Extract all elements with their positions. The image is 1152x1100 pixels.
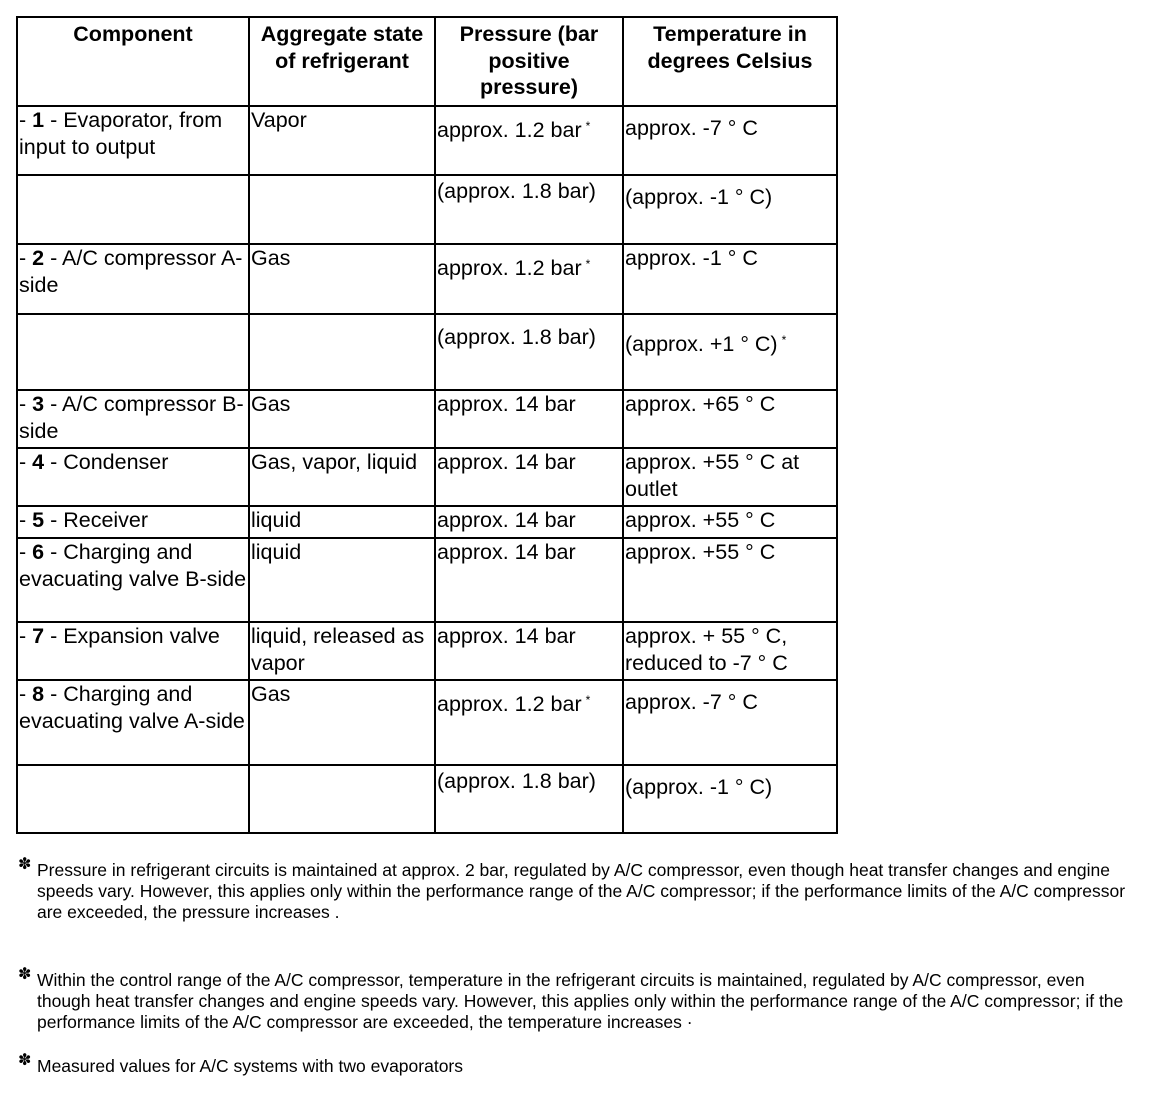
table-row: [17, 106, 837, 175]
component-cell: [17, 448, 249, 506]
temperature-cell: [623, 448, 837, 506]
aggregate-state-cell: Gas, vapor, liquid: [249, 448, 435, 506]
temperature-cell: [623, 390, 837, 448]
temperature-value: approx. -7 ° C: [625, 690, 758, 714]
footnote-pressure: [16, 856, 1126, 923]
component-cell: [17, 538, 249, 622]
footnote-reference: *: [585, 693, 591, 707]
component-name: - Receiver: [44, 508, 149, 532]
pressure-value: approx. 14 bar: [437, 624, 576, 648]
pressure-value: approx. 14 bar: [437, 450, 576, 474]
temperature-cell: [623, 106, 837, 175]
component-prefix: -: [19, 392, 33, 416]
footnote-temperature: [16, 966, 1126, 1033]
header-aggregate-state: Aggregate state of refrigerant: [249, 17, 435, 106]
table-row: [17, 448, 837, 506]
aggregate-state-cell: Gas: [249, 680, 435, 765]
component-prefix: -: [19, 246, 33, 270]
component-number: 5: [32, 508, 45, 532]
component-cell: [17, 175, 249, 244]
component-cell: [17, 680, 249, 765]
temperature-value: (approx. -1 ° C): [625, 185, 773, 209]
component-name: - Condenser: [44, 450, 169, 474]
component-name: - Charging and evacuating valve B-side: [19, 540, 247, 591]
component-cell: [17, 314, 249, 390]
component-number: 8: [32, 682, 45, 706]
footnote-text: Within the control range of the A/C compressor, temperature in the refrigerant circuits is maintained, regulated by A/C compressor, even though heat transfer changes and engine speeds vary. However, this applies only within the performance range of the A/C compressor; if the performance limits of the A/C compressor are exceeded, the temperature increases ·: [37, 970, 1124, 1032]
footnote-text: Pressure in refrigerant circuits is maintained at approx. 2 bar, regulated by A/C compressor, even though heat transfer changes and engine speeds vary. However, this applies only within the performance range of the A/C compressor; if the performance limits of the A/C compressor are exceeded, the pressure increases .: [37, 860, 1126, 922]
temperature-cell: [623, 506, 837, 538]
footnote-marker: ✽: [18, 1052, 32, 1069]
table-row: [17, 538, 837, 622]
pressure-value: approx. 1.2 bar: [437, 118, 582, 142]
pressure-value: (approx. 1.8 bar): [437, 325, 596, 349]
component-cell: [17, 244, 249, 314]
aggregate-state-cell: [249, 314, 435, 390]
pressure-cell: [435, 448, 623, 506]
pressure-cell: [435, 622, 623, 680]
aggregate-state-cell: liquid: [249, 506, 435, 538]
component-name: - A/C compressor B- side: [19, 392, 244, 443]
temperature-value: approx. + 55 ° C, reduced to -7 ° C: [625, 624, 788, 675]
table-header-row: [17, 17, 837, 106]
table-row: [17, 765, 837, 833]
aggregate-state-cell: [249, 765, 435, 833]
component-prefix: -: [19, 508, 33, 532]
component-cell: [17, 390, 249, 448]
header-pressure: Pressure (bar positive pressure): [435, 17, 623, 106]
table-row: [17, 680, 837, 765]
temperature-value: approx. -1 ° C: [625, 246, 758, 270]
aggregate-state-cell: [249, 175, 435, 244]
temperature-value: approx. +55 ° C: [625, 540, 776, 564]
temperature-value: approx. +55 ° C at outlet: [625, 450, 800, 501]
aggregate-state-cell: Gas: [249, 244, 435, 314]
footnote-marker: ✽: [18, 966, 32, 983]
pressure-cell: [435, 765, 623, 833]
pressure-cell: [435, 175, 623, 244]
pressure-cell: [435, 506, 623, 538]
component-cell: [17, 622, 249, 680]
pressure-cell: [435, 106, 623, 175]
component-name: - A/C compressor A- side: [19, 246, 243, 297]
temperature-cell: [623, 244, 837, 314]
footnote-two-evaporators: [16, 1052, 1126, 1077]
pressure-value: approx. 1.2 bar: [437, 692, 582, 716]
component-number: 7: [32, 624, 45, 648]
component-prefix: -: [19, 450, 33, 474]
temperature-cell: [623, 175, 837, 244]
temperature-value: (approx. +1 ° C): [625, 332, 778, 356]
temperature-cell: [623, 314, 837, 390]
aggregate-state-cell: liquid, released as vapor: [249, 622, 435, 680]
table-row: [17, 314, 837, 390]
component-prefix: -: [19, 540, 33, 564]
footnote-reference: *: [781, 333, 787, 347]
temperature-value: approx. -7 ° C: [625, 116, 758, 140]
footnote-marker: ✽: [18, 856, 32, 873]
component-name: - Charging and evacuating valve A-side: [19, 682, 245, 733]
temperature-cell: [623, 765, 837, 833]
footnote-reference: *: [585, 119, 591, 133]
pressure-cell: [435, 538, 623, 622]
aggregate-state-cell: Vapor: [249, 106, 435, 175]
component-number: 6: [32, 540, 45, 564]
table-row: [17, 175, 837, 244]
header-component: Component: [17, 17, 249, 106]
table-row: [17, 390, 837, 448]
pressure-cell: [435, 680, 623, 765]
pressure-value: approx. 14 bar: [437, 392, 576, 416]
pressure-value: (approx. 1.8 bar): [437, 179, 596, 203]
pressure-value: (approx. 1.8 bar): [437, 769, 596, 793]
pressure-cell: [435, 244, 623, 314]
component-name: - Evaporator, from input to output: [19, 108, 223, 159]
component-number: 2: [32, 246, 45, 270]
temperature-value: approx. +55 ° C: [625, 508, 776, 532]
component-cell: [17, 506, 249, 538]
pressure-value: approx. 14 bar: [437, 540, 576, 564]
component-name: - Expansion valve: [44, 624, 220, 648]
aggregate-state-cell: liquid: [249, 538, 435, 622]
footnote-text: Measured values for A/C systems with two evaporators: [37, 1056, 464, 1076]
component-cell: [17, 106, 249, 175]
footnote-reference: *: [585, 257, 591, 271]
header-temperature: Temperature in degrees Celsius: [623, 17, 837, 106]
refrigerant-values-table: [16, 16, 838, 834]
pressure-cell: [435, 314, 623, 390]
component-prefix: -: [19, 682, 33, 706]
table-row: [17, 506, 837, 538]
temperature-cell: [623, 622, 837, 680]
component-number: 3: [32, 392, 45, 416]
pressure-value: approx. 14 bar: [437, 508, 576, 532]
pressure-cell: [435, 390, 623, 448]
aggregate-state-cell: Gas: [249, 390, 435, 448]
component-cell: [17, 765, 249, 833]
component-number: 4: [32, 450, 45, 474]
component-prefix: -: [19, 108, 33, 132]
pressure-value: approx. 1.2 bar: [437, 256, 582, 280]
temperature-cell: [623, 680, 837, 765]
table-row: [17, 244, 837, 314]
temperature-cell: [623, 538, 837, 622]
component-prefix: -: [19, 624, 33, 648]
table-row: [17, 622, 837, 680]
component-number: 1: [32, 108, 45, 132]
temperature-value: (approx. -1 ° C): [625, 775, 773, 799]
temperature-value: approx. +65 ° C: [625, 392, 776, 416]
